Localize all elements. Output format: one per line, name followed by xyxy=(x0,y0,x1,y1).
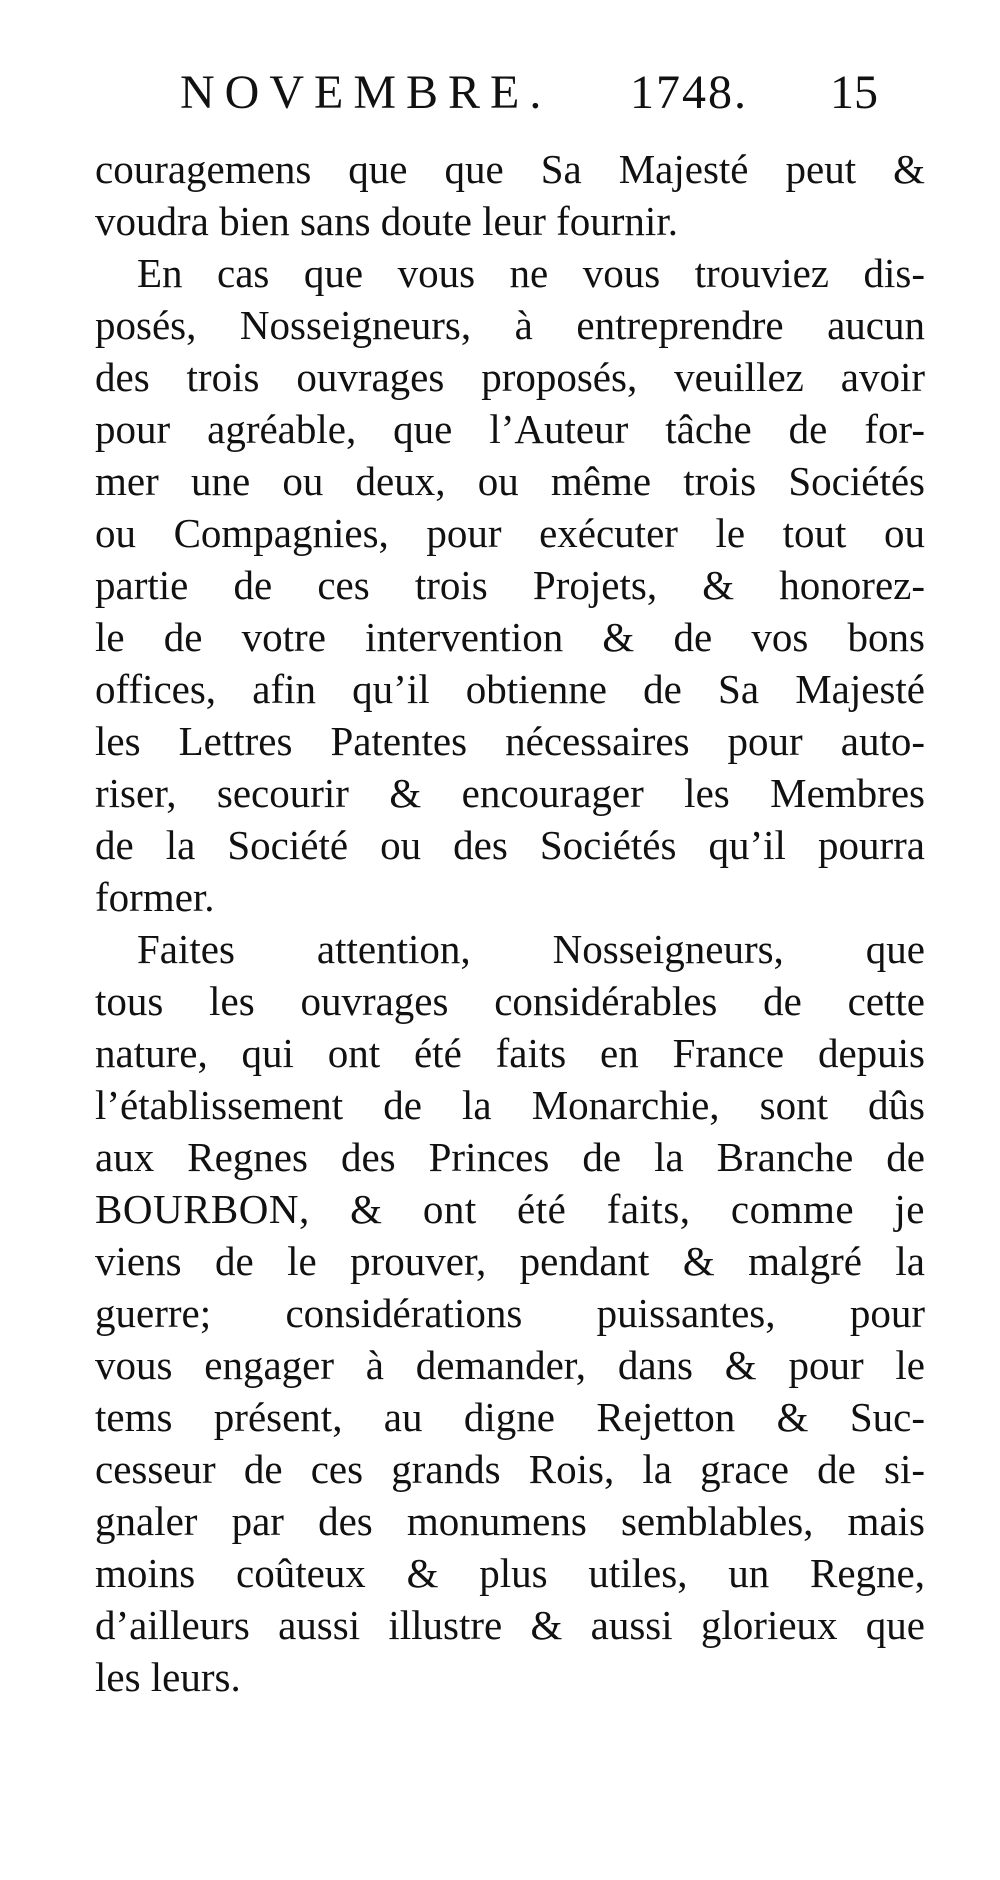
text-line: moins coûteux & plus utiles, un Regne, xyxy=(95,1550,925,1596)
text-line: nature, qui ont été faits en France depuis xyxy=(95,1030,925,1076)
running-header xyxy=(180,58,900,128)
text-line: viens de le prouver, pendant & malgré la xyxy=(95,1238,925,1284)
text-line: de la Société ou des Sociétés qu’il pourra xyxy=(95,822,925,868)
page-number: 15 xyxy=(830,66,878,119)
text-line: gnaler par des monumens semblables, mais xyxy=(95,1498,925,1544)
text-line: former. xyxy=(95,874,215,920)
text-line: d’ailleurs aussi illustre & aussi glorieux que xyxy=(95,1602,925,1648)
text-line: cesseur de ces grands Rois, la grace de si- xyxy=(95,1446,925,1492)
text-line: mer une ou deux, ou même trois Sociétés xyxy=(95,458,925,504)
header-year: 1748. xyxy=(630,66,748,119)
text-line: tous les ouvrages considérables de cette xyxy=(95,978,925,1024)
text-line: les Lettres Patentes nécessaires pour auto- xyxy=(95,718,925,764)
text-line: aux Regnes des Princes de la Branche de xyxy=(95,1134,925,1180)
text-line: l’établissement de la Monarchie, sont dûs xyxy=(95,1082,925,1128)
text-line: riser, secourir & encourager les Membres xyxy=(95,770,925,816)
text-line: couragemens que que Sa Majesté peut & xyxy=(95,146,925,192)
header-month: NOVEMBRE. xyxy=(180,66,552,119)
text-line: le de votre intervention & de vos bons xyxy=(95,614,925,660)
text-line: partie de ces trois Projets, & honorez- xyxy=(95,562,925,608)
text-line: vous engager à demander, dans & pour le xyxy=(95,1342,925,1388)
text-line: voudra bien sans doute leur fournir. xyxy=(95,198,678,244)
text-line: BOURBON, & ont été faits, comme je xyxy=(95,1186,925,1232)
page-body xyxy=(95,143,925,1703)
text-line: posés, Nosseigneurs, à entreprendre aucun xyxy=(95,302,925,348)
text-line: des trois ouvrages proposés, veuillez avoir xyxy=(95,354,925,400)
text-line: guerre; considérations puissantes, pour xyxy=(95,1290,925,1336)
paragraph-start-line: Faites attention, Nosseigneurs, que xyxy=(137,926,925,972)
text-line: les leurs. xyxy=(95,1654,241,1700)
paragraph-start-line: En cas que vous ne vous trouviez dis- xyxy=(137,250,925,296)
text-line: tems présent, au digne Rejetton & Suc- xyxy=(95,1394,925,1440)
text-line: pour agréable, que l’Auteur tâche de for- xyxy=(95,406,925,452)
text-line: offices, afin qu’il obtienne de Sa Majesté xyxy=(95,666,925,712)
text-line: ou Compagnies, pour exécuter le tout ou xyxy=(95,510,925,556)
